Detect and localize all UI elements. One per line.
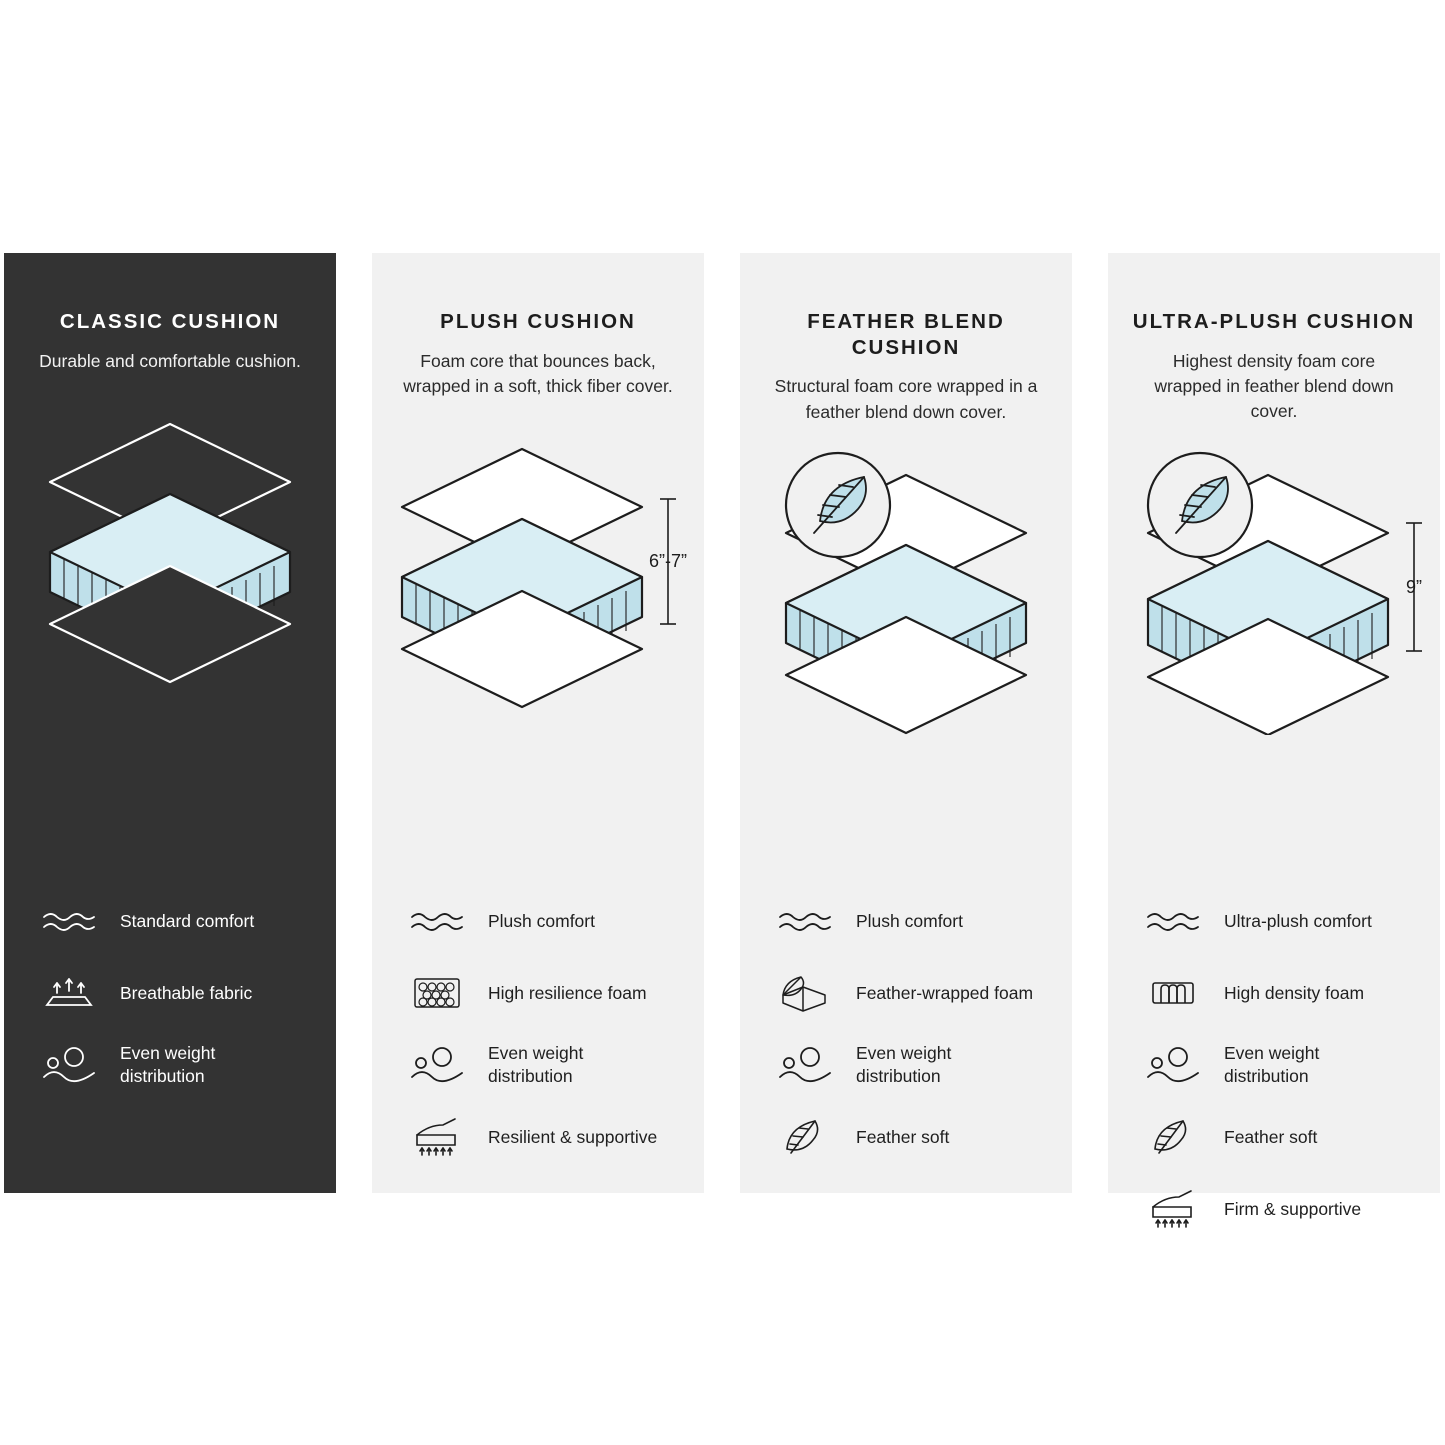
feature-item [40,1042,318,1088]
supportive-icon [408,1114,466,1160]
feature-label: Even weight distribution [120,1043,216,1086]
card-title: ULTRA-PLUSH CUSHION [1132,310,1416,333]
feature-item [40,970,318,1016]
feature-item [1144,1186,1422,1232]
card-description: Structural foam core wrapped in a feather blend down cover. [774,376,1038,422]
feature-label: Feather soft [1224,1126,1318,1147]
feature-label: Standard comfort [120,910,255,931]
feather-badge [1148,453,1252,557]
feature-list [776,898,1054,1186]
feature-item [1144,1042,1422,1088]
cushion-card-feather-blend[interactable] [740,253,1072,1193]
feature-label: Plush comfort [856,910,963,931]
card-description: Durable and comfortable cushion. [39,350,301,371]
even-weight-icon [40,1042,98,1088]
feature-label: High density foam [1224,982,1365,1003]
feature-list [40,898,318,1114]
feature-item [776,1042,1054,1088]
card-title: PLUSH CUSHION [440,310,636,333]
cushion-layers-illustration [740,435,1072,735]
even-weight-icon [776,1042,834,1088]
feature-label: Ultra-plush comfort [1224,910,1372,931]
even-weight-icon [408,1042,466,1088]
feature-item [776,1114,1054,1160]
feature-list [408,898,686,1186]
cushion-layers-illustration [372,409,704,709]
feature-label: Firm & supportive [1224,1198,1362,1219]
feature-label: Even weight distribution [488,1043,584,1086]
feature-item [1144,898,1422,944]
feature-label: High resilience foam [488,982,647,1003]
feature-item [408,1114,686,1160]
cushion-cards [0,253,1445,1219]
feature-item [1144,970,1422,1016]
wave-icon [40,898,98,944]
height-label: 6”-7” [648,551,688,572]
feature-label: Resilient & supportive [488,1126,658,1147]
cushion-card-ultra-plush[interactable] [1108,253,1440,1219]
feature-label: Even weight distribution [856,1043,952,1086]
card-description: Foam core that bounces back, wrapped in a soft, thick fiber cover. [403,350,673,396]
high-density-foam-icon [1144,970,1202,1016]
feature-item [40,898,318,944]
honeycomb-foam-icon [408,970,466,1016]
feather-icon [776,1114,834,1160]
wave-icon [408,898,466,944]
wave-icon [1144,898,1202,944]
cushion-card-classic[interactable] [4,253,336,1193]
feature-list [1144,898,1422,1258]
wave-icon [776,898,834,944]
cushion-card-plush[interactable] [372,253,704,1193]
breathable-fabric-icon [40,970,98,1016]
feature-item [408,898,686,944]
feature-item [1144,1114,1422,1160]
cushion-layers-illustration [1108,435,1440,735]
feature-item [408,970,686,1016]
cushion-layers-illustration [4,384,336,684]
card-title: CLASSIC CUSHION [59,310,281,333]
feature-label: Breathable fabric [120,982,253,1003]
feature-item [776,898,1054,944]
feather-wrapped-foam-icon [776,970,834,1016]
feather-icon [1144,1114,1202,1160]
height-label: 9” [1405,576,1423,597]
feature-item [776,970,1054,1016]
feature-label: Even weight distribution [1224,1043,1320,1086]
card-description: Highest density foam core wrapped in feather blend down cover. [1154,350,1394,422]
feather-badge [786,453,890,557]
feature-item [408,1042,686,1088]
feature-label: Feather-wrapped foam [856,982,1034,1003]
even-weight-icon [1144,1042,1202,1088]
supportive-icon [1144,1186,1202,1232]
card-title: FEATHER BLEND CUSHION [807,310,1005,359]
feature-label: Feather soft [856,1126,950,1147]
feature-label: Plush comfort [488,910,595,931]
